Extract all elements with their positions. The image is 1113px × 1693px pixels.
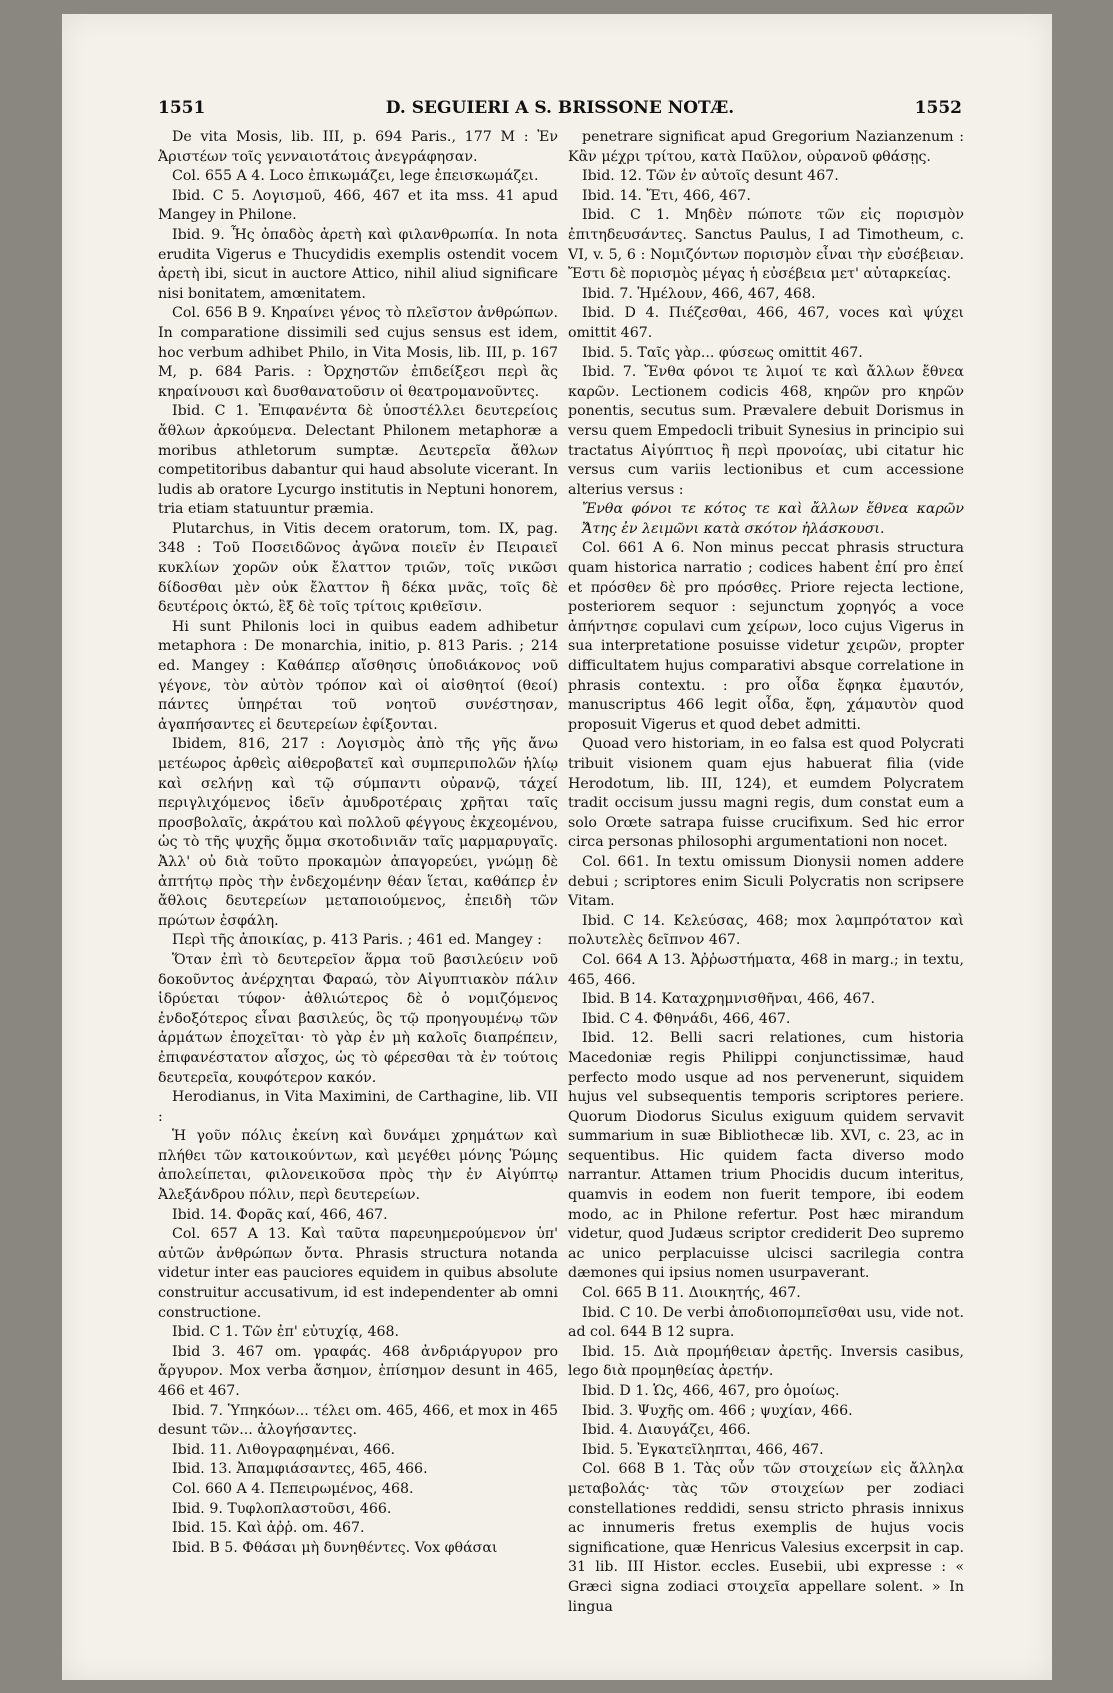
- right-page-number: 1552: [914, 98, 962, 118]
- paragraph: Ibid. C 10. De verbi ἀποδιοπομπεῖσθαι usu, vide not. ad col. 644 B 12 supra.: [568, 1304, 964, 1341]
- left-column: [158, 128, 558, 1668]
- paragraph: Ibid. D 4. Πιέζεσθαι, 466, 467, voces καὶ ψύχει omittit 467.: [568, 305, 964, 341]
- paragraph: Ἡ γοῦν πόλις ἐκείνη καὶ δυνάμει χρημάτων καὶ πλήθει τῶν κατοικούντων, καὶ μεγέθει μόνης Ῥώμης ἀπολείπεται, φιλονεικοῦσα πρὸς τὴν ἐν Αἰγύπτῳ Ἀλεξάνδρου πόλιν, περὶ δευτερείων.: [158, 1128, 558, 1204]
- paragraph: Herodianus, in Vita Maximini, de Carthagine, lib. VII :: [158, 1089, 558, 1125]
- verse-quotation: Ἔνθα φόνοι τε κότος τε καὶ ἄλλων ἔθνεα καρῶν Ἄτης ἐν λειμῶνι κατὰ σκότον ἠλάσκουσι.: [582, 501, 964, 537]
- paragraph: Ibid. 7. Ὑπηκόων... τέλει om. 465, 466, et mox in 465 desunt τῶν... ἀλογήσαντες.: [158, 1402, 558, 1439]
- paragraph: Περὶ τῆς ἀποικίας, p. 413 Paris. ; 461 ed. Mangey :: [172, 932, 542, 949]
- paragraph: Col. 660 A 4. Πεπειρωμένος, 468.: [172, 1480, 414, 1497]
- paragraph: Hi sunt Philonis loci in quibus eadem adhibetur metaphora : De monarchia, initio, p. 813 Paris. ; 214 ed. Mangey : Καθάπερ αἴσθησις ὑποδιάκονος νοῦ γέγονε, τὸν αὐτὸν τρόπον καὶ οἱ αἰσθητοί (θεοί) πάντες ὑπηρέται τοῦ νοητοῦ συνέστησαν, ἀγαπήσαντες εἰ δευτερείων ἐφίξονται.: [158, 618, 558, 733]
- paragraph: Ibid. 11. Λιθογραφημέναι, 466.: [172, 1441, 396, 1458]
- paragraph: Ibid. C 5. Λογισμοῦ, 466, 467 et ita mss. 41 apud Mangey in Philone.: [158, 187, 558, 224]
- paragraph: Col. 655 A 4. Loco ἐπικωμάζει, lege ἐπεισκωμάζει.: [172, 168, 539, 185]
- document-page: [62, 14, 1052, 1680]
- paragraph: Ibid. C 1. Ἐπιφανέντα δὲ ὑποστέλλει δευτερείοις ἄθλων ἀρκούμενα. Delectant Philonem metaphoræ a moribus athletorum sumptæ. Δευτερεῖα ἄθλων competitoribus dabantur qui haud absolute vicerant. In ludis ab oratore Lycurgo institutis in Neptuni honorem, tria etiam statuuntur præmia.: [158, 403, 558, 518]
- paragraph: Col. 661. In textu omissum Dionysii nomen addere debui ; scriptores enim Siculi Polycratis non scripsere Vitam.: [568, 853, 964, 910]
- paragraph: Ibid. B 5. Φθάσαι μὴ δυνηθέντες. Vox φθάσαι: [172, 1539, 498, 1556]
- paragraph: Ibid. 4. Διαυγάζει, 466.: [582, 1422, 751, 1439]
- right-column: [568, 128, 964, 1668]
- paragraph: Ibid. 5. Ἐγκατεῖληπται, 466, 467.: [582, 1441, 824, 1458]
- paragraph: Col. 661 A 6. Non minus peccat phrasis structura quam historica narratio ; codices habent ἐπί pro ἐπεί et πρόσθεν δὲ pro πρόσθες. Priore rejecta lectione, posteriorem sequor : sejunctum χορηγός a voce ἀπήντησε copulavi cum χείρων, loco cujus Vigerus in sua interpretatione posuisse videtur χειρῶν, propter difficultatem hujus comparativi absque correlatione in phrasis contextu. : pro οἶδα ἔφηκα ἐμαυτόν, manuscriptus 466 legit οἶδα, ἔφη, χάμαυτὸν quod proposuit Vigerus et quod debet admitti.: [568, 540, 964, 733]
- paragraph: Ibid. 7. Ἡμέλουν, 466, 467, 468.: [582, 285, 816, 302]
- paragraph: Col. 657 A 13. Καὶ ταῦτα παρευημερούμενον ὑπ' αὐτῶν ἀνθρώπων ὄντα. Phrasis structura notanda videtur inter eas pauciores equidem in quibus absolute construitur accusativum, id est independenter ab omni constructione.: [158, 1226, 558, 1321]
- left-page-number: 1551: [158, 98, 206, 118]
- paragraph: Ὅταν ἐπὶ τὸ δευτερεῖον ἅρμα τοῦ βασιλεύειν νοῦ δοκοῦντος ἀνέρχηται Φαραώ, τὸν Αἰγυπτιακὸν πάλιν ἱδρύεται τύφον· ἀθλιώτερος δὲ ὁ νομιζόμενος ἐνδοξότερος εἶναι βασιλεύς, ὃς τῷ προηγουμένῳ τῶν ἁρμάτων ἐποχεῖται· τὸ γὰρ ἐν μὴ καλοῖς διαπρέπειν, ἐπιφανέστατον αἶσχος, ὡς τὸ φέρεσθαι τὰ ἐν τούτοις δευτερεῖα, κουφότερον κακόν.: [158, 951, 558, 1086]
- paragraph: Ibid. 12. Τῶν ἐν αὐτοῖς desunt 467.: [582, 168, 839, 185]
- paragraph: Ibid. B 14. Καταχρημνισθῆναι, 466, 467.: [582, 991, 875, 1008]
- paragraph: Ibid. 7. Ἔνθα φόνοι τε λιμοί τε καὶ ἄλλων ἔθνεα καρῶν. Lectionem codicis 468, κηρῶν pro κηρῶν ponentis, secutus sum. Prævalere debuit Dorismus in versu quem Empedocli tribuit Synesius in principio sui tractatus Αἰγύπτιος ἢ περὶ προνοίας, ubi citatur hic versus cum variis lectionibus et cum accessione alterius versus :: [568, 364, 964, 498]
- paragraph: Ibid. 15. Διὰ προμήθειαν ἀρετῆς. Inversis casibus, lego διὰ προμηθείας ἀρετήν.: [568, 1343, 964, 1380]
- paragraph: Ibid. 13. Ἀπαμφιάσαντες, 465, 466.: [172, 1461, 428, 1478]
- paragraph: Col. 665 B 11. Διοικητής, 467.: [582, 1285, 801, 1302]
- paragraph: De vita Mosis, lib. III, p. 694 Paris., 177 M : Ἐν Ἀριστέων τοῖς γενναιοτάτοις ἀνεγράφησαν.: [158, 129, 558, 165]
- paragraph: Ibid. 15. Καὶ ἀῤῥ. om. 467.: [172, 1520, 365, 1537]
- paragraph: Col. 668 B 1. Τὰς οὖν τῶν στοιχείων εἰς ἄλληλα μεταβολάς· τὰς τῶν στοιχείων per zodiaci constellationes reddidi, sensu stricto phrasis innixus ac innumeris fretus exemplis de hujus vocis significatione, quæ Henricus Valesius excerpsit in cap. 31 lib. III Histor. eccles. Eusebii, ubi expresse : « Græci signa zodiaci στοιχεῖα appellare solent. » In lingua: [568, 1461, 964, 1615]
- running-title: D. SEGUIERI A S. BRISSONE NOTÆ.: [385, 98, 735, 118]
- paragraph: Ibid. 9. Τυφλοπλαστοῦσι, 466.: [172, 1500, 392, 1517]
- paragraph: Quoad vero historiam, in eo falsa est quod Polycrati tribuit visionem quam ejus habuerat filia (vide Herodotum, lib. III, 124), et eumdem Polycratem tradit occisum jussu magni regis, dum constat eum a solo Orœte satrapa fuisse crucifixum. Sed hic error circa personas philosophi argumentationi non nocet.: [568, 736, 964, 851]
- paragraph: Ibid. 3. Ψυχῆς om. 466 ; ψυχίαν, 466.: [582, 1402, 853, 1419]
- paragraph: Ibid. 9. Ἧς ὀπαδὸς ἀρετὴ καὶ φιλανθρωπία. In nota erudita Vigerus e Thucydidis exemplis ostendit vocem ἀρετὴ ibi, sicut in auctore Attico, nihil aliud significare nisi bonitatem, amœnitatem.: [158, 226, 558, 302]
- paragraph: Col. 664 A 13. Ἀῤῥωστήματα, 468 in marg.; in textu, 465, 466.: [568, 951, 964, 988]
- page-header: [158, 98, 962, 124]
- paragraph: Ibid. C 4. Φθηνάδι, 466, 467.: [582, 1010, 791, 1027]
- paragraph: Ibid. 12. Belli sacri relationes, cum historia Macedoniæ regis Philippi conjunctissimæ, haud perfecto modo usque ad nos pervenerunt, siquidem hujus vel subsequentis temporis scriptores periere. Quorum Diodorus Siculus exiguum quidem servavit summarium in suæ Bibliothecæ lib. XVI, c. 23, ac in sequentibus. Hic quidem facta diverso modo narrantur. Attamen trium Phocidis ducum interitus, quamvis in eodem non fuerit tempore, ibi eodem modo, ac in Philone refertur. Post hæc mirandum videtur, quod Judæus scriptor crediderit Deo supremo ac unico perplacuisse ulcisci sacrilegia contra dæmones qui ipsius nomen usurpaverant.: [568, 1030, 964, 1282]
- paragraph: Ibid. D 1. Ὡς, 466, 467, pro ὁμοίως.: [582, 1383, 840, 1399]
- paragraph: Ibid 3. 467 om. γραφάς. 468 ἀνδριάργυρον pro ἄργυρον. Mox verba ἄσημον, ἐπίσημον desunt in 465, 466 et 467.: [158, 1343, 558, 1399]
- paragraph: Ibid. C 1. Τῶν ἐπ' εὐτυχίᾳ, 468.: [172, 1324, 400, 1341]
- paragraph: Ibid. 14. Φορᾶς καί, 466, 467.: [172, 1206, 388, 1223]
- paragraph: Ibid. 14. Ἔτι, 466, 467.: [582, 187, 751, 204]
- paragraph: Plutarchus, in Vitis decem oratorum, tom. IX, pag. 348 : Τοῦ Ποσειδῶνος ἀγῶνα ποιεῖν ἐν Πειραιεῖ κυκλίων χορῶν οὐκ ἔλαττον τριῶν, τοῖς νικῶσι δίδοσθαι μὲν οὐκ ἔλαττον ἢ δέκα μνᾶς, τοῖς δὲ δευτέροις ὀκτώ, ἓξ δὲ τοῖς τρίτοις κριθεῖσιν.: [158, 520, 558, 616]
- paragraph: Ibid. C 14. Κελεύσας, 468; mox λαμπρότατον καὶ πολυτελὲς δεῖπνον 467.: [568, 912, 964, 949]
- paragraph: Ibid. 5. Ταῖς γὰρ... φύσεως omittit 467.: [582, 344, 863, 361]
- paragraph: Ibidem, 816, 217 : Λογισμὸς ἀπὸ τῆς γῆς ἄνω μετέωρος ἀρθεὶς αἰθεροβατεῖ καὶ συμπεριπολῶν ἡλίῳ καὶ σελήνῃ καὶ τῷ σύμπαντι οὐρανῷ, τάχεί περιγλιχόμενος ἰδεῖν ἀμυδροτέραις χρῆται ταῖς προσβολαῖς, ἀκράτου καὶ πολλοῦ φέγγους ἐκχεομένου, ὡς τὸ τῆς ψυχῆς ὄμμα σκοτοδινιᾶν ταῖς μαρμαρυγαῖς. Ἀλλ' οὐ διὰ τοῦτο προκαμὼν ἀπαγορεύει, γνώμῃ δὲ ἀπτήτῳ πρὸς τὴν ἐνδεχομένην θέαν ἵεται, καθάπερ ἐν ἄθλοις δευτερείων μεταποιούμενος, ἐπειδὴ τῶν πρώτων ἐσφάλη.: [158, 736, 558, 929]
- paragraph: penetrare significat apud Gregorium Nazianzenum : Κἂν μέχρι τρίτου, κατὰ Παῦλον, οὐρανοῦ φθάσῃς.: [568, 129, 964, 165]
- paragraph: Col. 656 B 9. Κηραίνει γένος τὸ πλεῖστον ἀνθρώπων. In comparatione dissimili sed cujus sensus est idem, hoc verbum adhibet Philo, in Vita Mosis, lib. III, p. 167 M, p. 684 Paris. : Ὀρχηστῶν ἐπιδείξεσι περὶ ἃς κηραίνουσι καὶ δυσθανατοῦσιν οἱ θεατρομανοῦντες.: [158, 305, 558, 400]
- paragraph: Ibid. C 1. Μηδὲν πώποτε τῶν εἰς πορισμὸν ἐπιτηδευσάντες. Sanctus Paulus, I ad Timotheum, c. VI, v. 5, 6 : Νομιζόντων πορισμὸν εἶναι τὴν εὐσέβειαν. Ἔστι δὲ πορισμὸς μέγας ἡ εὐσέβεια μετ' αὐταρκείας.: [568, 207, 964, 283]
